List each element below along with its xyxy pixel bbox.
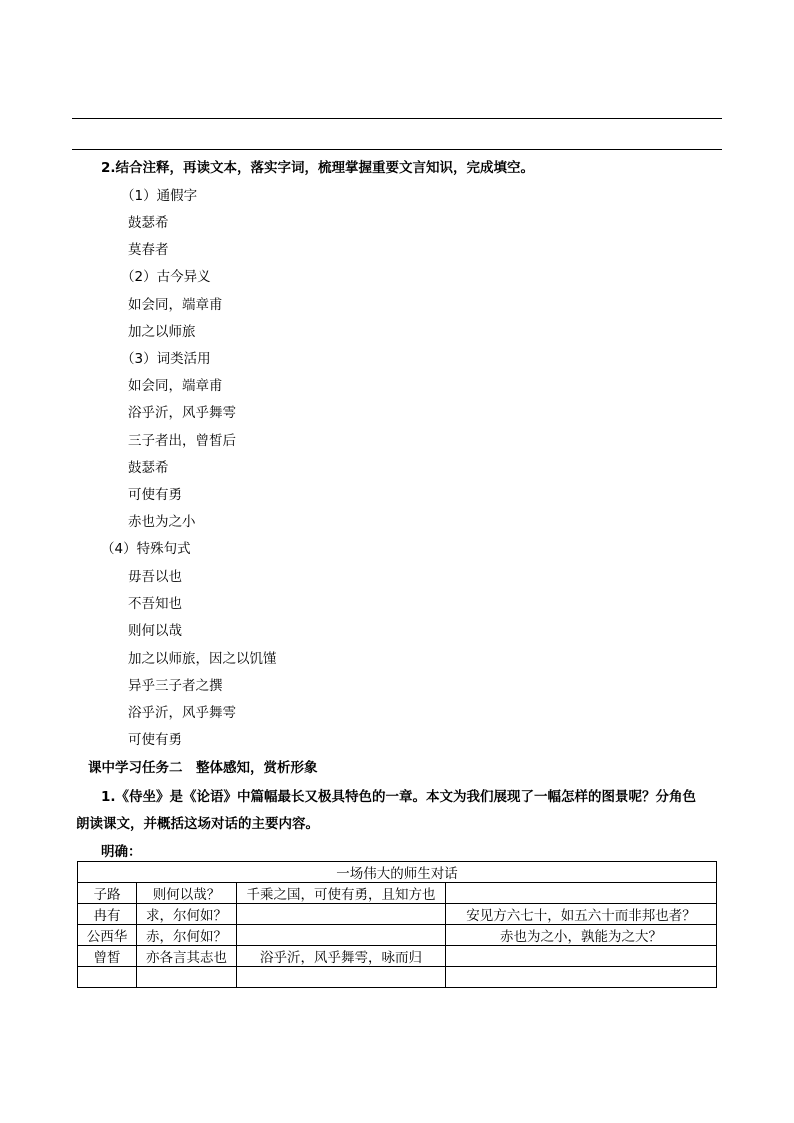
tongjiazi-label: （1）通假字 (121, 188, 198, 204)
dialog-table (77, 861, 717, 988)
task2-question-line2: 朗读课文，并概括这场对话的主要内容。 (76, 816, 319, 832)
cileihuoyong-item: 如会同，端章甫 (128, 378, 223, 394)
teshujushi-item: 可使有勇 (128, 732, 182, 748)
cileihuoyong-item: 赤也为之小 (128, 514, 196, 530)
teshujushi-label: （4）特殊句式 (101, 541, 191, 557)
comment-cell: 安见方六七十，如五六十而非邦也者？ (446, 904, 717, 925)
task2-heading: 课中学习任务二 整体感知，赏析形象 (88, 760, 318, 776)
speaker-cell (78, 967, 137, 988)
teshujushi-item: 异乎三子者之撰 (128, 678, 223, 694)
teshujushi-item: 不吾知也 (128, 596, 182, 612)
question-cell: 赤，尔何如？ (137, 925, 237, 946)
comment-cell (446, 967, 717, 988)
question-cell: 求，尔何如？ (137, 904, 237, 925)
speaker-cell: 曾皙 (78, 946, 137, 967)
gujinyiyi-label: （2）古今异义 (121, 269, 211, 285)
gujinyiyi-item: 加之以师旅 (128, 324, 196, 340)
table-title-row (78, 862, 717, 883)
teshujushi-item: 则何以哉 (128, 623, 182, 639)
header-rule-top (72, 118, 722, 119)
speaker-cell: 冉有 (78, 904, 137, 925)
comment-cell (446, 946, 717, 967)
teshujushi-item: 浴乎沂，风乎舞雩 (128, 705, 236, 721)
cileihuoyong-item: 三子者出，曾皙后 (128, 433, 236, 449)
table-row (78, 925, 717, 946)
comment-cell: 赤也为之小，孰能为之大？ (446, 925, 717, 946)
table-row (78, 967, 717, 988)
answer-cell (237, 967, 446, 988)
tongjiazi-item: 鼓瑟希 (128, 215, 169, 231)
cileihuoyong-item: 鼓瑟希 (128, 460, 169, 476)
cileihuoyong-item: 浴乎沂，风乎舞雩 (128, 405, 236, 421)
table-row (78, 883, 717, 904)
gujinyiyi-item: 如会同，端章甫 (128, 297, 223, 313)
table-title: 一场伟大的师生对话 (78, 862, 717, 883)
answer-cell: 浴乎沂，风乎舞雩，咏而归 (237, 946, 446, 967)
tongjiazi-item: 莫春者 (128, 242, 169, 258)
question-cell: 则何以哉？ (137, 883, 237, 904)
answer-label: 明确： (101, 844, 142, 860)
section2-heading: 2.结合注释，再读文本，落实字词，梳理掌握重要文言知识，完成填空。 (101, 160, 535, 176)
speaker-cell: 子路 (78, 883, 137, 904)
question-cell: 亦各言其志也 (137, 946, 237, 967)
speaker-cell: 公西华 (78, 925, 137, 946)
teshujushi-item: 加之以师旅，因之以饥馑 (128, 651, 277, 667)
question-cell (137, 967, 237, 988)
table-row (78, 946, 717, 967)
cileihuoyong-label: （3）词类活用 (121, 351, 211, 367)
task2-question-line1: 1.《侍坐》是《论语》中篇幅最长又极具特色的一章。本文为我们展现了一幅怎样的图景呢？分角色 (101, 789, 697, 805)
answer-cell (237, 904, 446, 925)
cileihuoyong-item: 可使有勇 (128, 487, 182, 503)
answer-cell (237, 925, 446, 946)
table-row (78, 904, 717, 925)
comment-cell (446, 883, 717, 904)
teshujushi-item: 毋吾以也 (128, 569, 182, 585)
header-rule-bottom (72, 149, 722, 150)
answer-cell: 千乘之国，可使有勇，且知方也 (237, 883, 446, 904)
